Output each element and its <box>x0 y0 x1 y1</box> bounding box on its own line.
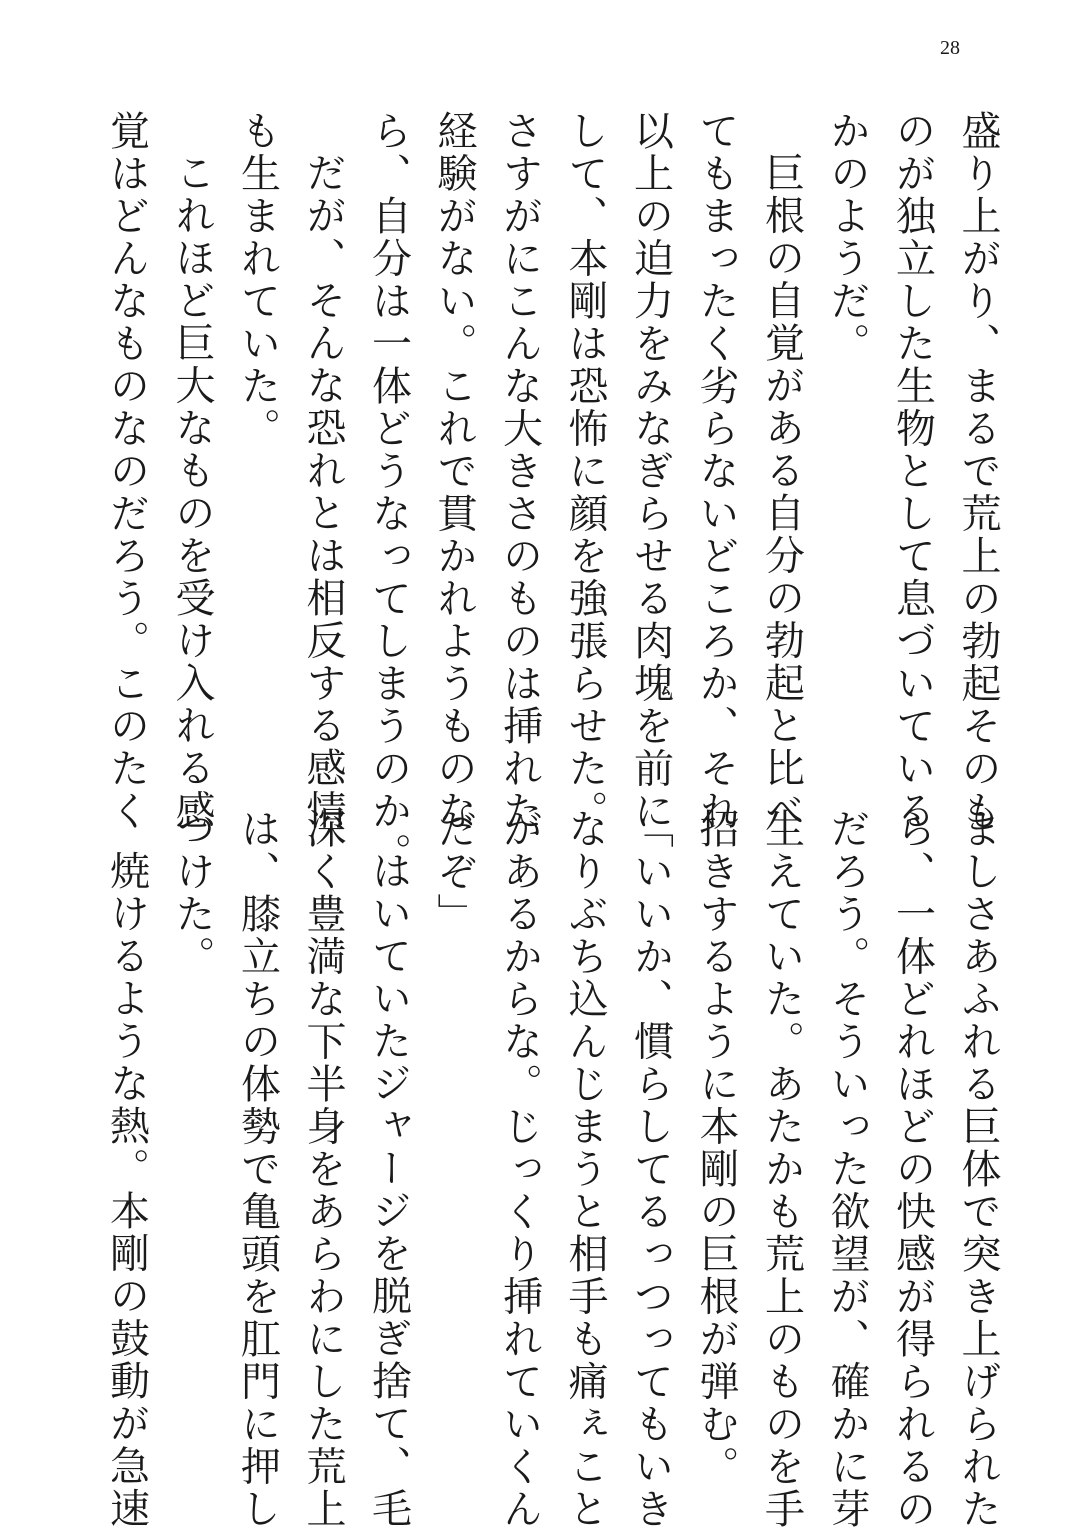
text-line: 生えていた。あたかも荒上のものを手 <box>758 808 805 1531</box>
text-line: ら、自分は一体どうなってしまうのか。 <box>365 110 412 875</box>
text-line: 深く豊満な下半身をあらわにした荒上 <box>300 808 346 1531</box>
text-line: は、膝立ちの体勢で亀頭を肛門に押し <box>234 808 281 1531</box>
text-line: なりぶち込んじまうと相手も痛ぇこと <box>562 808 608 1531</box>
text-line: 経験がない。これで貫かれようものな <box>431 110 477 833</box>
text-line: かのようだ。 <box>824 110 870 365</box>
text-line: のが独立した生物として息づいている <box>889 110 936 833</box>
text-block-bottom <box>90 808 1010 1531</box>
text-line: 「いいか、慣らしてるっつってもいき <box>627 808 674 1531</box>
text-line: はいていたジャージを脱ぎ捨て、毛 <box>365 850 412 1530</box>
text-line: だぞ」 <box>431 808 477 936</box>
text-line: さすがにこんな大きさのものは挿れた <box>496 110 543 833</box>
text-line: だが、そんな恐れとは相反する感情 <box>300 152 346 832</box>
text-line: 焼けるような熱。本剛の鼓動が急速 <box>103 850 150 1530</box>
text-line: も生まれていた。 <box>234 110 281 450</box>
text-line: して、本剛は恐怖に顔を強張らせた。 <box>562 110 608 833</box>
text-line: これほど巨大なものを受け入れる感 <box>169 152 215 832</box>
text-line: 巨根の自覚がある自分の勃起と比べ <box>758 152 805 832</box>
text-line: 覚はどんなものなのだろう。このたく <box>103 110 150 833</box>
text-line: 招きするように本剛の巨根が弾む。 <box>693 808 739 1488</box>
page-number: 28 <box>940 37 960 59</box>
text-line: があるからな。じっくり挿れていくん <box>496 808 543 1531</box>
text-line: ましさあふれる巨体で突き上げられた <box>955 808 1001 1531</box>
text-line: 以上の迫力をみなぎらせる肉塊を前に <box>627 110 674 833</box>
text-line: てもまったく劣らないどころか、それ <box>693 110 739 833</box>
text-line: つけた。 <box>169 808 215 978</box>
text-line: だろう。そういった欲望が、確かに芽 <box>824 808 870 1531</box>
text-line: ら、一体どれほどの快感が得られるの <box>889 808 936 1531</box>
text-line: 盛り上がり、まるで荒上の勃起そのも <box>955 110 1001 833</box>
